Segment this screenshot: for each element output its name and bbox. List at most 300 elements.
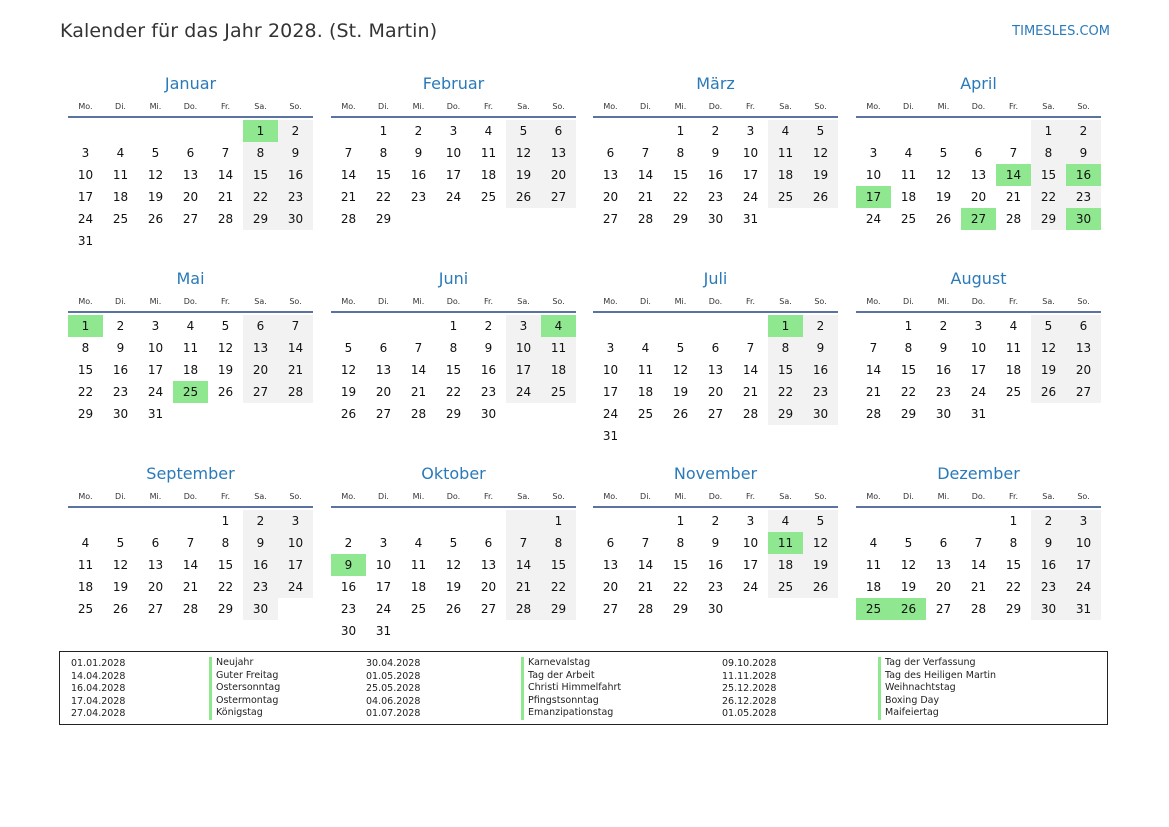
day-cell[interactable]: 18 <box>1005 363 1022 377</box>
day-cell[interactable]: 3 <box>278 510 313 532</box>
day-cell[interactable]: 27 <box>182 212 199 226</box>
holiday-day-cell[interactable]: 9 <box>331 554 366 576</box>
day-cell[interactable]: 18 <box>768 554 803 576</box>
day-cell[interactable]: 31 <box>375 624 392 638</box>
day-cell[interactable]: 13 <box>602 558 619 572</box>
day-cell[interactable]: 20 <box>1066 359 1101 381</box>
day-cell[interactable]: 28 <box>340 212 357 226</box>
day-cell[interactable]: 13 <box>602 168 619 182</box>
day-cell[interactable]: 8 <box>243 142 278 164</box>
day-cell[interactable]: 2 <box>344 536 353 550</box>
day-cell[interactable]: 7 <box>186 536 195 550</box>
day-cell[interactable]: 14 <box>182 558 199 572</box>
day-cell[interactable]: 19 <box>935 190 952 204</box>
day-cell[interactable]: 6 <box>974 146 983 160</box>
day-cell[interactable]: 15 <box>672 168 689 182</box>
day-cell[interactable]: 26 <box>935 212 952 226</box>
day-cell[interactable]: 3 <box>746 514 755 528</box>
day-cell[interactable]: 17 <box>445 168 462 182</box>
day-cell[interactable]: 3 <box>1066 510 1101 532</box>
day-cell[interactable]: 1 <box>541 510 576 532</box>
day-cell[interactable]: 8 <box>1031 142 1066 164</box>
holiday-day-cell[interactable]: 25 <box>173 381 208 403</box>
holiday-day-cell[interactable]: 25 <box>856 598 891 620</box>
day-cell[interactable]: 11 <box>77 558 94 572</box>
day-cell[interactable]: 4 <box>81 536 90 550</box>
day-cell[interactable]: 4 <box>484 124 493 138</box>
day-cell[interactable]: 21 <box>637 580 654 594</box>
day-cell[interactable]: 15 <box>77 363 94 377</box>
day-cell[interactable]: 23 <box>707 580 724 594</box>
day-cell[interactable]: 9 <box>711 536 720 550</box>
day-cell[interactable]: 18 <box>182 363 199 377</box>
day-cell[interactable]: 30 <box>707 212 724 226</box>
day-cell[interactable]: 28 <box>506 598 541 620</box>
day-cell[interactable]: 29 <box>243 208 278 230</box>
day-cell[interactable]: 16 <box>278 164 313 186</box>
day-cell[interactable]: 31 <box>147 407 164 421</box>
day-cell[interactable]: 23 <box>410 190 427 204</box>
day-cell[interactable]: 25 <box>410 602 427 616</box>
day-cell[interactable]: 24 <box>742 580 759 594</box>
day-cell[interactable]: 29 <box>1005 602 1022 616</box>
day-cell[interactable]: 22 <box>1031 186 1066 208</box>
day-cell[interactable]: 7 <box>641 536 650 550</box>
day-cell[interactable]: 12 <box>445 558 462 572</box>
day-cell[interactable]: 21 <box>217 190 234 204</box>
day-cell[interactable]: 5 <box>221 319 230 333</box>
day-cell[interactable]: 11 <box>410 558 427 572</box>
day-cell[interactable]: 25 <box>900 212 917 226</box>
day-cell[interactable]: 18 <box>112 190 129 204</box>
day-cell[interactable]: 20 <box>480 580 497 594</box>
day-cell[interactable]: 15 <box>900 363 917 377</box>
day-cell[interactable]: 22 <box>217 580 234 594</box>
day-cell[interactable]: 27 <box>243 381 278 403</box>
day-cell[interactable]: 7 <box>221 146 230 160</box>
day-cell[interactable]: 12 <box>217 341 234 355</box>
day-cell[interactable]: 8 <box>1009 536 1018 550</box>
day-cell[interactable]: 13 <box>970 168 987 182</box>
day-cell[interactable]: 17 <box>278 554 313 576</box>
day-cell[interactable]: 17 <box>375 580 392 594</box>
day-cell[interactable]: 2 <box>711 124 720 138</box>
day-cell[interactable]: 7 <box>746 341 755 355</box>
day-cell[interactable]: 19 <box>900 580 917 594</box>
day-cell[interactable]: 21 <box>1005 190 1022 204</box>
day-cell[interactable]: 1 <box>904 319 913 333</box>
day-cell[interactable]: 7 <box>506 532 541 554</box>
day-cell[interactable]: 14 <box>637 558 654 572</box>
day-cell[interactable]: 7 <box>974 536 983 550</box>
day-cell[interactable]: 12 <box>147 168 164 182</box>
day-cell[interactable]: 25 <box>77 602 94 616</box>
day-cell[interactable]: 30 <box>112 407 129 421</box>
day-cell[interactable]: 9 <box>711 146 720 160</box>
day-cell[interactable]: 23 <box>1031 576 1066 598</box>
day-cell[interactable]: 14 <box>278 337 313 359</box>
day-cell[interactable]: 20 <box>602 190 619 204</box>
day-cell[interactable]: 19 <box>112 580 129 594</box>
day-cell[interactable]: 5 <box>803 510 838 532</box>
day-cell[interactable]: 28 <box>970 602 987 616</box>
day-cell[interactable]: 31 <box>1066 598 1101 620</box>
day-cell[interactable]: 13 <box>147 558 164 572</box>
day-cell[interactable]: 24 <box>602 407 619 421</box>
day-cell[interactable]: 15 <box>541 554 576 576</box>
day-cell[interactable]: 26 <box>672 407 689 421</box>
day-cell[interactable]: 29 <box>1031 208 1066 230</box>
day-cell[interactable]: 26 <box>803 186 838 208</box>
day-cell[interactable]: 23 <box>340 602 357 616</box>
day-cell[interactable]: 15 <box>672 558 689 572</box>
day-cell[interactable]: 1 <box>676 124 685 138</box>
day-cell[interactable]: 15 <box>1031 164 1066 186</box>
day-cell[interactable]: 31 <box>77 234 94 248</box>
holiday-day-cell[interactable]: 17 <box>856 186 891 208</box>
day-cell[interactable]: 13 <box>182 168 199 182</box>
day-cell[interactable]: 16 <box>935 363 952 377</box>
day-cell[interactable]: 7 <box>344 146 353 160</box>
day-cell[interactable]: 10 <box>147 341 164 355</box>
day-cell[interactable]: 19 <box>1031 359 1066 381</box>
day-cell[interactable]: 21 <box>278 359 313 381</box>
day-cell[interactable]: 5 <box>506 120 541 142</box>
day-cell[interactable]: 20 <box>147 580 164 594</box>
day-cell[interactable]: 13 <box>480 558 497 572</box>
day-cell[interactable]: 25 <box>541 381 576 403</box>
day-cell[interactable]: 3 <box>506 315 541 337</box>
day-cell[interactable]: 9 <box>1066 142 1101 164</box>
day-cell[interactable]: 14 <box>506 554 541 576</box>
day-cell[interactable]: 25 <box>637 407 654 421</box>
day-cell[interactable]: 14 <box>970 558 987 572</box>
day-cell[interactable]: 22 <box>243 186 278 208</box>
day-cell[interactable]: 24 <box>375 602 392 616</box>
day-cell[interactable]: 12 <box>112 558 129 572</box>
day-cell[interactable]: 18 <box>77 580 94 594</box>
day-cell[interactable]: 6 <box>606 536 615 550</box>
day-cell[interactable]: 2 <box>414 124 423 138</box>
day-cell[interactable]: 19 <box>672 385 689 399</box>
day-cell[interactable]: 5 <box>151 146 160 160</box>
day-cell[interactable]: 23 <box>1066 186 1101 208</box>
day-cell[interactable]: 16 <box>410 168 427 182</box>
day-cell[interactable]: 6 <box>606 146 615 160</box>
day-cell[interactable]: 20 <box>541 164 576 186</box>
day-cell[interactable]: 15 <box>445 363 462 377</box>
day-cell[interactable]: 22 <box>77 385 94 399</box>
day-cell[interactable]: 29 <box>445 407 462 421</box>
day-cell[interactable]: 19 <box>803 164 838 186</box>
day-cell[interactable]: 30 <box>803 403 838 425</box>
day-cell[interactable]: 20 <box>970 190 987 204</box>
day-cell[interactable]: 8 <box>676 536 685 550</box>
day-cell[interactable]: 30 <box>1031 598 1066 620</box>
day-cell[interactable]: 2 <box>278 120 313 142</box>
day-cell[interactable]: 9 <box>803 337 838 359</box>
day-cell[interactable]: 16 <box>803 359 838 381</box>
day-cell[interactable]: 19 <box>340 385 357 399</box>
day-cell[interactable]: 8 <box>768 337 803 359</box>
day-cell[interactable]: 11 <box>541 337 576 359</box>
day-cell[interactable]: 12 <box>506 142 541 164</box>
day-cell[interactable]: 15 <box>217 558 234 572</box>
day-cell[interactable]: 4 <box>904 146 913 160</box>
day-cell[interactable]: 22 <box>672 190 689 204</box>
day-cell[interactable]: 13 <box>541 142 576 164</box>
day-cell[interactable]: 6 <box>1066 315 1101 337</box>
day-cell[interactable]: 24 <box>147 385 164 399</box>
day-cell[interactable]: 8 <box>81 341 90 355</box>
day-cell[interactable]: 10 <box>742 536 759 550</box>
day-cell[interactable]: 17 <box>742 558 759 572</box>
day-cell[interactable]: 18 <box>768 164 803 186</box>
day-cell[interactable]: 20 <box>602 580 619 594</box>
day-cell[interactable]: 21 <box>637 190 654 204</box>
holiday-day-cell[interactable]: 4 <box>541 315 576 337</box>
holiday-day-cell[interactable]: 1 <box>68 315 103 337</box>
day-cell[interactable]: 20 <box>707 385 724 399</box>
day-cell[interactable]: 23 <box>803 381 838 403</box>
day-cell[interactable]: 28 <box>217 212 234 226</box>
day-cell[interactable]: 21 <box>182 580 199 594</box>
day-cell[interactable]: 15 <box>1005 558 1022 572</box>
day-cell[interactable]: 26 <box>340 407 357 421</box>
day-cell[interactable]: 10 <box>970 341 987 355</box>
day-cell[interactable]: 6 <box>711 341 720 355</box>
day-cell[interactable]: 3 <box>81 146 90 160</box>
day-cell[interactable]: 21 <box>865 385 882 399</box>
day-cell[interactable]: 11 <box>865 558 882 572</box>
day-cell[interactable]: 17 <box>147 363 164 377</box>
day-cell[interactable]: 9 <box>1031 532 1066 554</box>
day-cell[interactable]: 29 <box>900 407 917 421</box>
day-cell[interactable]: 8 <box>676 146 685 160</box>
day-cell[interactable]: 10 <box>278 532 313 554</box>
day-cell[interactable]: 7 <box>414 341 423 355</box>
day-cell[interactable]: 5 <box>1031 315 1066 337</box>
day-cell[interactable]: 4 <box>186 319 195 333</box>
day-cell[interactable]: 12 <box>803 142 838 164</box>
day-cell[interactable]: 11 <box>480 146 497 160</box>
day-cell[interactable]: 22 <box>768 381 803 403</box>
day-cell[interactable]: 4 <box>414 536 423 550</box>
day-cell[interactable]: 18 <box>541 359 576 381</box>
day-cell[interactable]: 27 <box>480 602 497 616</box>
day-cell[interactable]: 24 <box>1066 576 1101 598</box>
day-cell[interactable]: 30 <box>278 208 313 230</box>
day-cell[interactable]: 14 <box>637 168 654 182</box>
day-cell[interactable]: 5 <box>939 146 948 160</box>
day-cell[interactable]: 16 <box>112 363 129 377</box>
brand-link[interactable]: TIMESLES.COM <box>1012 24 1110 39</box>
day-cell[interactable]: 8 <box>379 146 388 160</box>
day-cell[interactable]: 10 <box>865 168 882 182</box>
day-cell[interactable]: 28 <box>742 407 759 421</box>
day-cell[interactable]: 10 <box>602 363 619 377</box>
day-cell[interactable]: 28 <box>637 212 654 226</box>
day-cell[interactable]: 2 <box>803 315 838 337</box>
day-cell[interactable]: 31 <box>970 407 987 421</box>
day-cell[interactable]: 16 <box>243 554 278 576</box>
day-cell[interactable]: 29 <box>672 212 689 226</box>
day-cell[interactable]: 12 <box>340 363 357 377</box>
day-cell[interactable]: 13 <box>375 363 392 377</box>
day-cell[interactable]: 4 <box>116 146 125 160</box>
day-cell[interactable]: 14 <box>742 363 759 377</box>
day-cell[interactable]: 6 <box>541 120 576 142</box>
day-cell[interactable]: 30 <box>340 624 357 638</box>
day-cell[interactable]: 29 <box>768 403 803 425</box>
day-cell[interactable]: 2 <box>1031 510 1066 532</box>
day-cell[interactable]: 28 <box>637 602 654 616</box>
day-cell[interactable]: 8 <box>904 341 913 355</box>
day-cell[interactable]: 18 <box>637 385 654 399</box>
day-cell[interactable]: 12 <box>935 168 952 182</box>
day-cell[interactable]: 14 <box>410 363 427 377</box>
day-cell[interactable]: 25 <box>480 190 497 204</box>
day-cell[interactable]: 6 <box>484 536 493 550</box>
day-cell[interactable]: 4 <box>1009 319 1018 333</box>
holiday-day-cell[interactable]: 11 <box>768 532 803 554</box>
day-cell[interactable]: 20 <box>935 580 952 594</box>
day-cell[interactable]: 5 <box>676 341 685 355</box>
day-cell[interactable]: 8 <box>221 536 230 550</box>
day-cell[interactable]: 10 <box>77 168 94 182</box>
day-cell[interactable]: 29 <box>672 602 689 616</box>
day-cell[interactable]: 7 <box>278 315 313 337</box>
day-cell[interactable]: 26 <box>803 576 838 598</box>
day-cell[interactable]: 24 <box>445 190 462 204</box>
day-cell[interactable]: 9 <box>414 146 423 160</box>
day-cell[interactable]: 18 <box>900 190 917 204</box>
day-cell[interactable]: 11 <box>1005 341 1022 355</box>
holiday-day-cell[interactable]: 27 <box>961 208 996 230</box>
holiday-day-cell[interactable]: 30 <box>1066 208 1101 230</box>
day-cell[interactable]: 16 <box>340 580 357 594</box>
day-cell[interactable]: 2 <box>484 319 493 333</box>
day-cell[interactable]: 20 <box>375 385 392 399</box>
day-cell[interactable]: 3 <box>974 319 983 333</box>
day-cell[interactable]: 30 <box>243 598 278 620</box>
day-cell[interactable]: 22 <box>1005 580 1022 594</box>
day-cell[interactable]: 12 <box>803 532 838 554</box>
day-cell[interactable]: 28 <box>1005 212 1022 226</box>
day-cell[interactable]: 10 <box>1066 532 1101 554</box>
day-cell[interactable]: 7 <box>641 146 650 160</box>
day-cell[interactable]: 22 <box>672 580 689 594</box>
day-cell[interactable]: 19 <box>506 164 541 186</box>
day-cell[interactable]: 29 <box>77 407 94 421</box>
day-cell[interactable]: 29 <box>541 598 576 620</box>
day-cell[interactable]: 5 <box>904 536 913 550</box>
day-cell[interactable]: 29 <box>217 602 234 616</box>
day-cell[interactable]: 3 <box>746 124 755 138</box>
day-cell[interactable]: 24 <box>506 381 541 403</box>
day-cell[interactable]: 11 <box>768 142 803 164</box>
day-cell[interactable]: 19 <box>217 363 234 377</box>
day-cell[interactable]: 20 <box>243 359 278 381</box>
day-cell[interactable]: 2 <box>1066 120 1101 142</box>
day-cell[interactable]: 24 <box>77 212 94 226</box>
day-cell[interactable]: 2 <box>711 514 720 528</box>
day-cell[interactable]: 8 <box>541 532 576 554</box>
day-cell[interactable]: 16 <box>707 558 724 572</box>
day-cell[interactable]: 27 <box>541 186 576 208</box>
day-cell[interactable]: 10 <box>506 337 541 359</box>
day-cell[interactable]: 22 <box>375 190 392 204</box>
day-cell[interactable]: 22 <box>541 576 576 598</box>
day-cell[interactable]: 13 <box>243 337 278 359</box>
day-cell[interactable]: 5 <box>116 536 125 550</box>
day-cell[interactable]: 25 <box>768 576 803 598</box>
day-cell[interactable]: 27 <box>375 407 392 421</box>
day-cell[interactable]: 17 <box>970 363 987 377</box>
day-cell[interactable]: 6 <box>939 536 948 550</box>
day-cell[interactable]: 17 <box>506 359 541 381</box>
day-cell[interactable]: 10 <box>742 146 759 160</box>
day-cell[interactable]: 26 <box>112 602 129 616</box>
day-cell[interactable]: 5 <box>344 341 353 355</box>
day-cell[interactable]: 23 <box>243 576 278 598</box>
day-cell[interactable]: 25 <box>1005 385 1022 399</box>
day-cell[interactable]: 15 <box>768 359 803 381</box>
day-cell[interactable]: 23 <box>707 190 724 204</box>
day-cell[interactable]: 26 <box>217 385 234 399</box>
day-cell[interactable]: 13 <box>1066 337 1101 359</box>
day-cell[interactable]: 1 <box>1009 514 1018 528</box>
day-cell[interactable]: 9 <box>243 532 278 554</box>
day-cell[interactable]: 2 <box>939 319 948 333</box>
day-cell[interactable]: 21 <box>340 190 357 204</box>
day-cell[interactable]: 16 <box>707 168 724 182</box>
day-cell[interactable]: 28 <box>865 407 882 421</box>
day-cell[interactable]: 30 <box>935 407 952 421</box>
day-cell[interactable]: 4 <box>641 341 650 355</box>
day-cell[interactable]: 26 <box>445 602 462 616</box>
day-cell[interactable]: 31 <box>602 429 619 443</box>
day-cell[interactable]: 23 <box>935 385 952 399</box>
day-cell[interactable]: 14 <box>217 168 234 182</box>
day-cell[interactable]: 13 <box>935 558 952 572</box>
day-cell[interactable]: 12 <box>1031 337 1066 359</box>
day-cell[interactable]: 9 <box>278 142 313 164</box>
day-cell[interactable]: 16 <box>1031 554 1066 576</box>
day-cell[interactable]: 17 <box>602 385 619 399</box>
day-cell[interactable]: 10 <box>375 558 392 572</box>
day-cell[interactable]: 30 <box>480 407 497 421</box>
day-cell[interactable]: 13 <box>707 363 724 377</box>
day-cell[interactable]: 4 <box>768 510 803 532</box>
day-cell[interactable]: 6 <box>243 315 278 337</box>
day-cell[interactable]: 12 <box>900 558 917 572</box>
day-cell[interactable]: 26 <box>147 212 164 226</box>
day-cell[interactable]: 18 <box>865 580 882 594</box>
day-cell[interactable]: 1 <box>1031 120 1066 142</box>
day-cell[interactable]: 24 <box>865 212 882 226</box>
day-cell[interactable]: 17 <box>1066 554 1101 576</box>
holiday-day-cell[interactable]: 16 <box>1066 164 1101 186</box>
day-cell[interactable]: 17 <box>77 190 94 204</box>
day-cell[interactable]: 25 <box>768 186 803 208</box>
day-cell[interactable]: 1 <box>676 514 685 528</box>
holiday-day-cell[interactable]: 26 <box>891 598 926 620</box>
day-cell[interactable]: 5 <box>803 120 838 142</box>
day-cell[interactable]: 30 <box>707 602 724 616</box>
day-cell[interactable]: 3 <box>869 146 878 160</box>
day-cell[interactable]: 24 <box>970 385 987 399</box>
